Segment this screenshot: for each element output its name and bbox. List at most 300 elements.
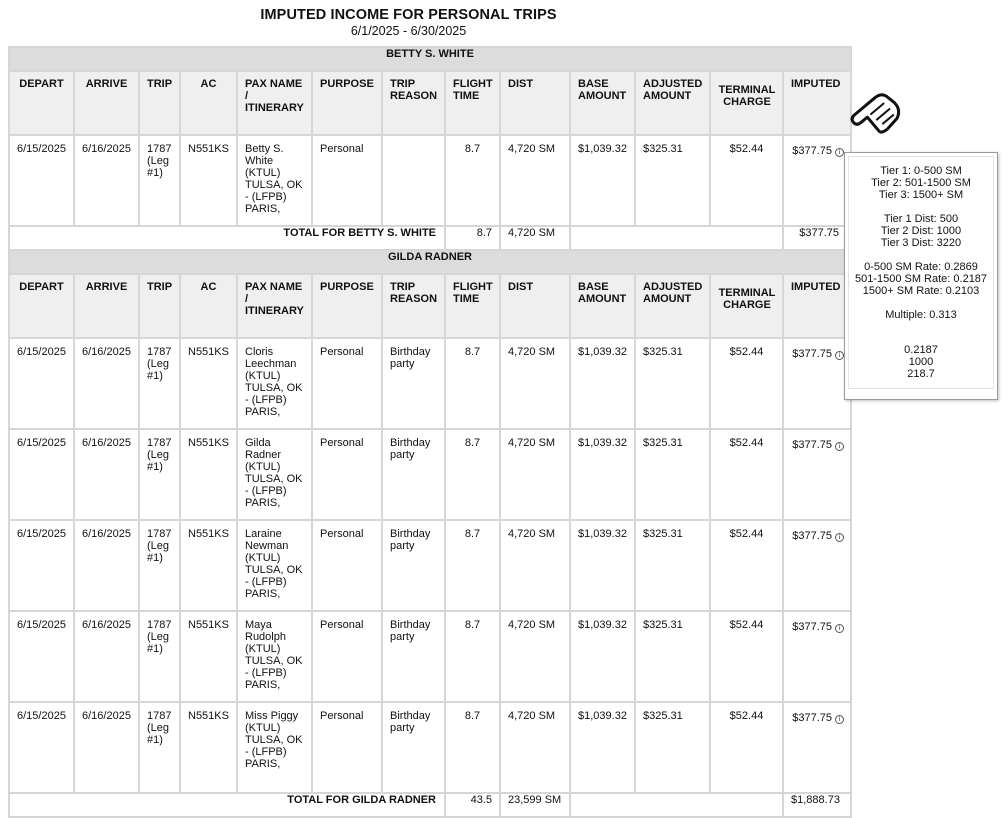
table-row [9,338,851,429]
pax-header-line-1: PAX NAME [245,78,303,90]
base-amount-value: $1,039.32 [578,346,627,358]
to-airport-code: - (LFPB) [245,576,287,588]
depart-date: 6/15/2025 [17,528,66,540]
aircraft-tail: N551KS [188,143,229,155]
trip-reason-line-1: Birthday [390,710,431,722]
trip-leg-number: #1) [147,370,163,382]
adjusted-amount-cell [635,338,710,429]
to-airport-code: - (LFPB) [245,191,287,203]
base-amount-cell [570,135,635,226]
base-header-line-2: AMOUNT [578,90,627,102]
group-name: BETTY S. WHITE [9,47,851,71]
dist-header-label: DIST [508,78,534,90]
adjusted-header-line-2: AMOUNT [643,293,692,305]
total-imputed: $377.75 [783,226,851,250]
tooltip-tier-2: Tier 2: 501-1500 SM [871,177,971,189]
dist-cell [500,702,570,793]
col-dist [500,71,570,135]
imputed-cell [783,135,851,226]
adjusted-amount-cell [635,702,710,793]
col-depart [9,71,74,135]
purpose-value: Personal [320,619,364,631]
arrive-date: 6/16/2025 [82,346,131,358]
trip-leg-number: #1) [147,552,163,564]
trip-reason-line-1: Birthday [390,346,431,358]
purpose-cell [312,429,382,520]
col-trip [139,274,180,338]
to-city: PARIS, [245,406,281,418]
table-row [9,429,851,520]
adjusted-header-line-2: AMOUNT [643,90,692,102]
trip-leg-label: (Leg [147,540,170,552]
trip-reason-cell [382,611,445,702]
total-imputed: $1,888.73 [783,793,851,817]
flight-time-cell [445,520,500,611]
arrive-header-label: ARRIVE [85,281,128,293]
flight-time-value: 8.7 [464,143,481,155]
adjusted-amount-cell [635,611,710,702]
from-city: TULSA, OK [245,382,303,394]
ac-cell [180,429,237,520]
adjusted-header-line-1: ADJUSTED [643,281,703,293]
dist-value: 4,720 SM [508,528,556,540]
adjusted-header-line-1: ADJUSTED [643,78,703,90]
imputed-header-label: IMPUTED [791,281,841,293]
ac-header-label: AC [200,281,217,293]
pax-itinerary-cell [237,135,312,226]
col-adjusted-amount [635,274,710,338]
col-dist [500,274,570,338]
col-imputed [783,274,851,338]
trip-header-label: TRIP [146,78,173,90]
pax-itinerary-cell [237,611,312,702]
col-terminal-charge [710,71,783,135]
total-label: TOTAL FOR GILDA RADNER [9,793,445,817]
trip-cell [139,611,180,702]
arrive-cell [74,702,139,793]
base-header-line-1: BASE [578,78,609,90]
terminal-header-line-1: TERMINAL [718,84,776,96]
to-airport-code: - (LFPB) [245,485,287,497]
adjusted-amount-value: $325.31 [643,143,683,155]
trip-number: 1787 [147,437,172,449]
from-city: TULSA, OK [245,179,303,191]
col-trip-reason [382,71,445,135]
dist-value: 4,720 SM [508,346,556,358]
col-purpose [312,71,382,135]
flight-time-cell [445,135,500,226]
depart-cell [9,135,74,226]
dist-cell [500,429,570,520]
info-circle-icon[interactable]: i [835,715,844,724]
to-airport-code: - (LFPB) [245,394,287,406]
adjusted-amount-value: $325.31 [643,710,683,722]
base-amount-value: $1,039.32 [578,619,627,631]
trip-leg-number: #1) [147,167,163,179]
group-header-row [9,250,851,274]
terminal-charge-value: $52.44 [729,346,764,358]
terminal-charge-cell [710,429,783,520]
terminal-charge-cell [710,611,783,702]
depart-cell [9,338,74,429]
pax-header-line-2: / [245,293,249,305]
table-row [9,611,851,702]
aircraft-tail: N551KS [188,437,229,449]
imputed-cell [783,429,851,520]
table-row [9,135,851,226]
from-city: TULSA, OK [245,655,303,667]
col-flight-time [445,274,500,338]
base-amount-cell [570,520,635,611]
flight-time-value: 8.7 [464,437,481,449]
flight-time-value: 8.7 [464,528,481,540]
from-airport-code: (KTUL) [245,722,281,734]
flight-header-line-1: FLIGHT [453,78,493,90]
group-total-row [9,793,851,817]
flight-time-cell [445,429,500,520]
depart-date: 6/15/2025 [17,619,66,631]
pax-itinerary-cell [237,338,312,429]
dist-cell [500,135,570,226]
base-amount-value: $1,039.32 [578,710,627,722]
tooltip-multiple: Multiple: 0.313 [885,309,957,321]
tooltip-tier-2-dist: Tier 2 Dist: 1000 [880,225,962,237]
terminal-header-line-2: CHARGE [723,96,771,108]
ac-cell [180,611,237,702]
depart-date: 6/15/2025 [17,143,66,155]
trip-reason-cell [382,338,445,429]
imputed-cell [783,338,851,429]
ac-header-label: AC [200,78,217,90]
tooltip-tier-1: Tier 1: 0-500 SM [880,165,962,177]
arrive-cell [74,520,139,611]
dist-value: 4,720 SM [508,437,556,449]
depart-date: 6/15/2025 [17,346,66,358]
trip-number: 1787 [147,619,172,631]
col-base-amount [570,274,635,338]
trip-reason-cell [382,702,445,793]
to-city: PARIS, [245,679,281,691]
group-name: GILDA RADNER [9,250,851,274]
dist-cell [500,611,570,702]
to-city: PARIS, [245,758,281,770]
trip-leg-label: (Leg [147,155,170,167]
column-header-row [9,71,851,135]
adjusted-amount-cell [635,520,710,611]
imputed-cell [783,520,851,611]
base-amount-cell [570,429,635,520]
ac-cell [180,520,237,611]
purpose-cell [312,611,382,702]
terminal-charge-cell [710,135,783,226]
col-ac [180,274,237,338]
tooltip-tier-1-dist: Tier 1 Dist: 500 [883,213,959,225]
pax-header-line-3: ITINERARY [245,305,304,317]
pax-name-line-2: Radner [245,449,282,461]
group-header-row [9,47,851,71]
to-airport-code: - (LFPB) [245,746,287,758]
trip-number: 1787 [147,346,172,358]
trip-reason-line-1: Birthday [390,437,431,449]
purpose-header-label: PURPOSE [320,78,374,90]
trip-leg-number: #1) [147,734,163,746]
info-circle-icon[interactable]: i [835,533,844,542]
flight-header-line-1: FLIGHT [453,281,493,293]
pax-name-line-1: Maya [245,619,272,631]
imputed-income-table [8,46,852,818]
base-amount-cell [570,338,635,429]
aircraft-tail: N551KS [188,710,229,722]
col-base-amount [570,71,635,135]
trip-reason-line-1: Birthday [390,528,431,540]
arrive-date: 6/16/2025 [82,710,131,722]
purpose-cell [312,135,382,226]
terminal-charge-value: $52.44 [729,619,764,631]
trip-reason-line-2: party [390,358,415,370]
depart-cell [9,611,74,702]
imputed-value: $377.75 [792,439,833,451]
from-airport-code: (KTUL) [245,167,281,179]
trip-reason-cell [382,135,445,226]
trip-leg-label: (Leg [147,722,170,734]
arrive-date: 6/16/2025 [82,619,131,631]
trip-reason-line-2: party [390,631,415,643]
from-airport-code: (KTUL) [245,461,281,473]
imputed-cell [783,611,851,702]
terminal-header-line-1: TERMINAL [718,287,776,299]
base-header-line-2: AMOUNT [578,293,627,305]
imputed-header-label: IMPUTED [791,78,841,90]
reason-header-line-2: REASON [390,293,438,305]
total-dist: 23,599 SM [500,793,570,817]
report-title: IMPUTED INCOME FOR PERSONAL TRIPS [260,7,557,23]
terminal-charge-value: $52.44 [729,528,764,540]
pax-header-line-1: PAX NAME [245,281,303,293]
imputed-value: $377.75 [792,712,833,724]
to-city: PARIS, [245,588,281,600]
to-airport-code: - (LFPB) [245,667,287,679]
base-amount-value: $1,039.32 [578,528,627,540]
pax-itinerary-cell [237,520,312,611]
purpose-cell [312,702,382,793]
arrive-date: 6/16/2025 [82,437,131,449]
pax-name-line-2: Rudolph [245,631,286,643]
flight-time-value: 8.7 [464,346,481,358]
aircraft-tail: N551KS [188,346,229,358]
purpose-value: Personal [320,346,364,358]
terminal-charge-value: $52.44 [729,143,764,155]
from-city: TULSA, OK [245,473,303,485]
from-city: TULSA, OK [245,564,303,576]
flight-time-cell [445,611,500,702]
tooltip-calc-rate: 0.2187 [904,344,938,356]
pax-name-line-1: Gilda [245,437,271,449]
pax-header-line-2: / [245,90,249,102]
dist-cell [500,520,570,611]
col-purpose [312,274,382,338]
arrive-cell [74,429,139,520]
aircraft-tail: N551KS [188,619,229,631]
trip-cell [139,338,180,429]
flight-time-cell [445,338,500,429]
trip-leg-number: #1) [147,461,163,473]
info-circle-icon[interactable]: i [835,351,844,360]
pax-name-line-1: Cloris [245,346,274,358]
trip-leg-label: (Leg [147,358,170,370]
col-depart [9,274,74,338]
terminal-charge-value: $52.44 [729,437,764,449]
ac-cell [180,702,237,793]
trip-cell [139,520,180,611]
tooltip-rate-tier-1: 0-500 SM Rate: 0.2869 [864,261,978,273]
adjusted-amount-cell [635,135,710,226]
total-dist: 4,720 SM [500,226,570,250]
pax-name-line-1: Laraine [245,528,282,540]
col-pax-itinerary [237,71,312,135]
imputed-cell [783,702,851,793]
terminal-charge-cell [710,520,783,611]
adjusted-amount-cell [635,429,710,520]
depart-cell [9,702,74,793]
total-flight-time: 8.7 [445,226,500,250]
flight-time-value: 8.7 [464,710,481,722]
trip-number: 1787 [147,143,172,155]
col-arrive [74,274,139,338]
terminal-charge-cell [710,702,783,793]
arrive-date: 6/16/2025 [82,143,131,155]
aircraft-tail: N551KS [188,528,229,540]
flight-time-cell [445,702,500,793]
depart-date: 6/15/2025 [17,710,66,722]
dist-value: 4,720 SM [508,619,556,631]
col-trip-reason [382,274,445,338]
col-trip [139,71,180,135]
trip-reason-line-2: party [390,449,415,461]
flight-header-line-2: TIME [453,90,480,102]
table-row [9,520,851,611]
terminal-header-line-2: CHARGE [723,299,771,311]
hand-pointer-icon [838,80,902,142]
trip-cell [139,429,180,520]
trip-reason-line-2: party [390,722,415,734]
arrive-header-label: ARRIVE [85,78,128,90]
pax-name-line-2: White [245,155,274,167]
report-header [0,7,817,39]
flight-header-line-2: TIME [453,293,480,305]
info-circle-icon[interactable]: i [835,442,844,451]
table-row [9,702,851,793]
depart-cell [9,429,74,520]
reason-header-line-2: REASON [390,90,438,102]
imputed-calc-tooltip [844,152,998,400]
tooltip-calc-result: 218.7 [907,368,935,380]
base-amount-cell [570,611,635,702]
adjusted-amount-value: $325.31 [643,346,683,358]
trip-cell [139,135,180,226]
reason-header-line-1: TRIP [390,78,416,90]
dist-cell [500,338,570,429]
base-header-line-1: BASE [578,281,609,293]
trip-leg-label: (Leg [147,449,170,461]
trip-header-label: TRIP [146,281,173,293]
imputed-value: $377.75 [792,530,833,542]
dist-value: 4,720 SM [508,710,556,722]
pax-name-line-1: Betty S. [245,143,284,155]
purpose-value: Personal [320,437,364,449]
tooltip-rate-tier-2: 501-1500 SM Rate: 0.2187 [854,273,988,285]
dist-header-label: DIST [508,281,534,293]
col-arrive [74,71,139,135]
adjusted-amount-value: $325.31 [643,619,683,631]
info-circle-icon[interactable]: i [835,624,844,633]
info-circle-icon[interactable]: i [835,148,844,157]
base-amount-cell [570,702,635,793]
pax-itinerary-cell [237,702,312,793]
purpose-value: Personal [320,528,364,540]
base-amount-value: $1,039.32 [578,437,627,449]
trip-number: 1787 [147,528,172,540]
trip-reason-cell [382,429,445,520]
arrive-cell [74,338,139,429]
purpose-value: Personal [320,710,364,722]
purpose-cell [312,520,382,611]
total-flight-time: 43.5 [445,793,500,817]
flight-time-value: 8.7 [464,619,481,631]
trip-cell [139,702,180,793]
to-city: PARIS, [245,203,281,215]
pax-name-line-1: Miss Piggy [245,710,299,722]
pax-name-line-2: Leechman [245,358,297,370]
report-date-range: 6/1/2025 - 6/30/2025 [350,24,467,38]
from-airport-code: (KTUL) [245,643,281,655]
trip-leg-label: (Leg [147,631,170,643]
depart-date: 6/15/2025 [17,437,66,449]
reason-header-line-1: TRIP [390,281,416,293]
arrive-cell [74,135,139,226]
from-airport-code: (KTUL) [245,552,281,564]
purpose-header-label: PURPOSE [320,281,374,293]
adjusted-amount-value: $325.31 [643,528,683,540]
imputed-value: $377.75 [792,621,833,633]
col-ac [180,71,237,135]
depart-header-label: DEPART [19,281,64,293]
pax-name-line-2: Newman [245,540,289,552]
terminal-charge-cell [710,338,783,429]
trip-leg-number: #1) [147,643,163,655]
pax-itinerary-cell [237,429,312,520]
from-city: TULSA, OK [245,734,303,746]
imputed-value: $377.75 [792,348,833,360]
purpose-cell [312,338,382,429]
depart-header-label: DEPART [19,78,64,90]
col-flight-time [445,71,500,135]
depart-cell [9,520,74,611]
ac-cell [180,135,237,226]
ac-cell [180,338,237,429]
total-label: TOTAL FOR BETTY S. WHITE [9,226,445,250]
col-pax-itinerary [237,274,312,338]
adjusted-amount-value: $325.31 [643,437,683,449]
terminal-charge-value: $52.44 [729,710,764,722]
to-city: PARIS, [245,497,281,509]
arrive-cell [74,611,139,702]
arrive-date: 6/16/2025 [82,528,131,540]
from-airport-code: (KTUL) [245,370,281,382]
pax-header-line-3: ITINERARY [245,102,304,114]
group-total-row [9,226,851,250]
tooltip-tier-3-dist: Tier 3 Dist: 3220 [880,237,962,249]
col-terminal-charge [710,274,783,338]
